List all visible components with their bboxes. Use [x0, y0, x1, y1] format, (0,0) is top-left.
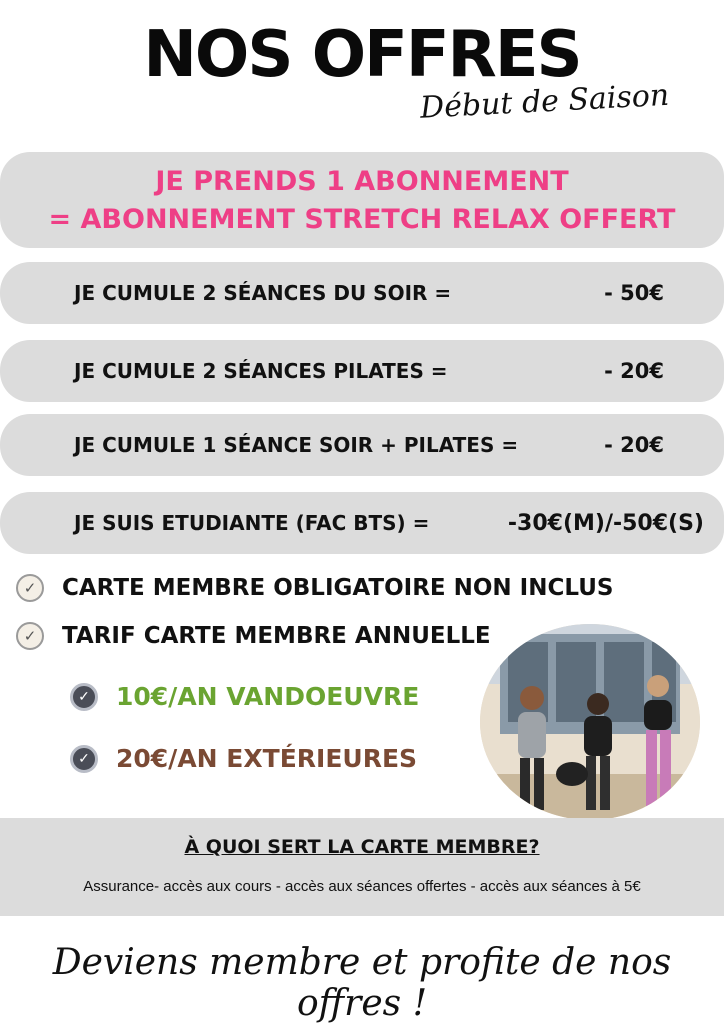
offer-value: - 20€: [604, 433, 664, 457]
offer-row: [0, 492, 724, 554]
offer-value: -30€(M)/-50€(S): [507, 511, 704, 536]
promo-line-1: JE PRENDS 1 ABONNEMENT: [155, 166, 569, 197]
offer-label: JE CUMULE 1 SÉANCE SOIR + PILATES =: [74, 433, 519, 457]
offer-label: JE SUIS ETUDIANTE (FAC BTS) =: [74, 511, 430, 535]
women-photo: [480, 624, 700, 820]
check-icon: ✓: [16, 622, 44, 650]
check-icon: ✓: [16, 574, 44, 602]
info-panel: [0, 818, 724, 916]
checklist-text: TARIF CARTE MEMBRE ANNUELLE: [62, 623, 491, 649]
tarif-text: 10€/AN VANDOEUVRE: [116, 682, 420, 711]
check-icon: ✓: [70, 745, 98, 773]
promo-banner: [0, 152, 724, 248]
tarif-item: [70, 744, 417, 773]
offer-value: - 20€: [604, 359, 664, 383]
info-title: À QUOI SERT LA CARTE MEMBRE?: [184, 836, 540, 858]
offer-row: [0, 340, 724, 402]
promo-line-2: = ABONNEMENT STRETCH RELAX OFFERT: [48, 204, 676, 235]
page-subtitle: Début de Saison: [419, 77, 670, 126]
offer-row: [0, 414, 724, 476]
footer-slogan: Deviens membre et profite de nos offres !: [52, 942, 672, 1024]
offer-label: JE CUMULE 2 SÉANCES PILATES =: [74, 359, 448, 383]
tarif-text: 20€/AN EXTÉRIEURES: [116, 744, 418, 773]
tarif-item: [70, 682, 419, 711]
checklist-item: [16, 622, 491, 650]
offer-label: JE CUMULE 2 SÉANCES DU SOIR =: [74, 281, 452, 305]
photo-illustration: [480, 624, 700, 820]
check-icon: ✓: [70, 683, 98, 711]
page-title: NOS OFFRES: [143, 18, 581, 92]
checklist-text: CARTE MEMBRE OBLIGATOIRE NON INCLUS: [62, 575, 614, 601]
offer-value: - 50€: [604, 281, 664, 305]
checklist-item: [16, 574, 613, 602]
info-text: Assurance- accès aux cours - accès aux séances offertes - accès aux séances à 5€: [83, 878, 641, 895]
offer-row: [0, 262, 724, 324]
